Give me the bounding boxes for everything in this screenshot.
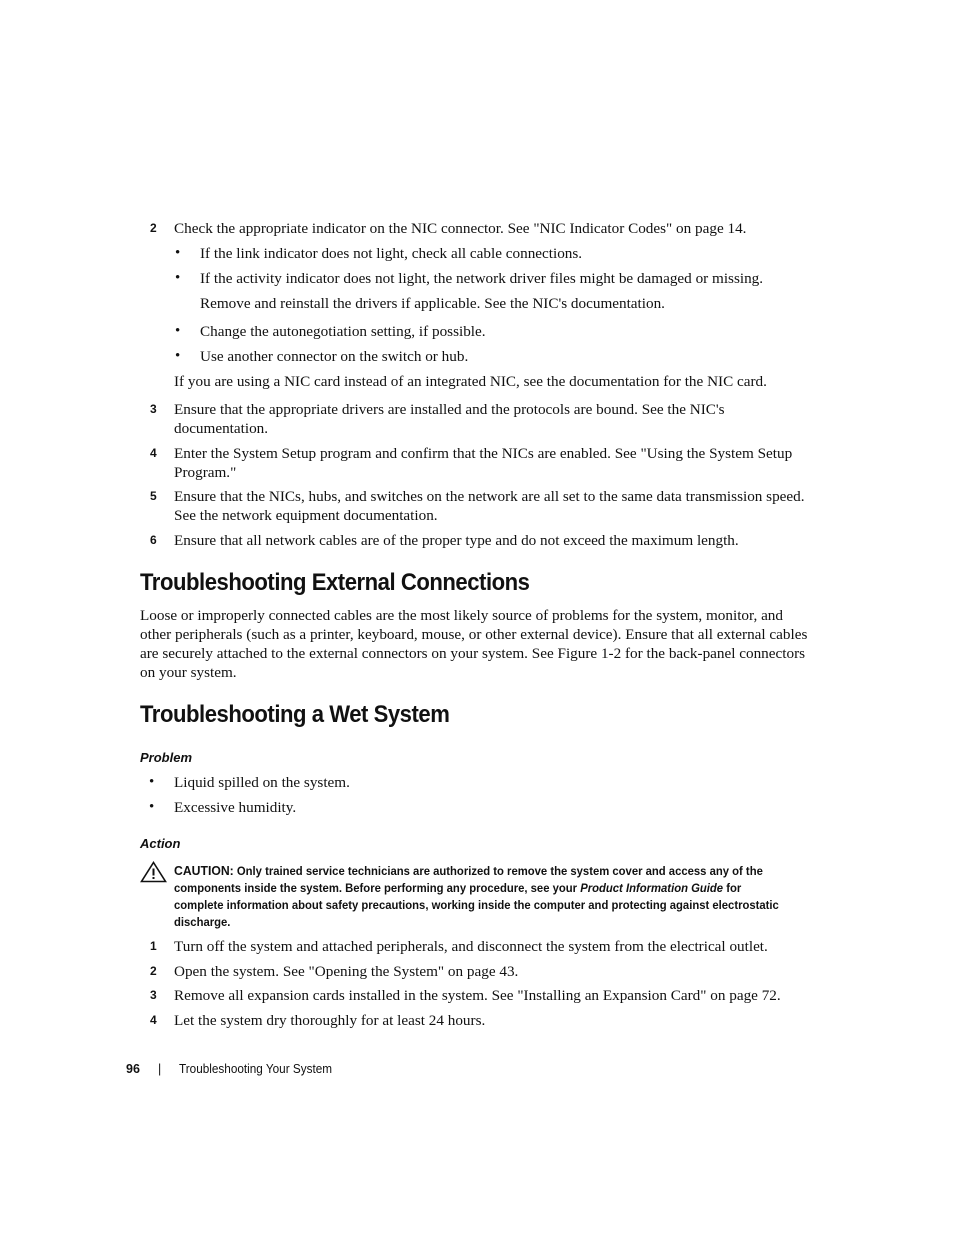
bullet-dot: • [175, 323, 181, 339]
footer-separator: | [158, 1062, 162, 1076]
caution-doc-title: Product Information Guide [580, 881, 724, 895]
step-number: 2 [150, 221, 157, 235]
step-number: 3 [150, 988, 157, 1002]
step-text: Ensure that all network cables are of the proper type and do not exceed the maximum length. [174, 532, 739, 549]
bullet-text: If the activity indicator does not light, the network driver files might be damaged or missing. [200, 270, 764, 287]
caution-note [174, 862, 780, 931]
bullet-dot: • [175, 245, 181, 261]
step-number: 4 [150, 1013, 157, 1027]
step-text: Open the system. See "Opening the System" on page 43. [174, 963, 519, 980]
step-text: Ensure that the NICs, hubs, and switches on the network are all set to the same data transmission speed. See the network equipment documentation. [174, 488, 805, 524]
problem-item: Excessive humidity. [174, 799, 297, 816]
step-number: 1 [150, 939, 157, 953]
step-number: 6 [150, 533, 157, 547]
section-body: Loose or improperly connected cables are the most likely source of problems for the system, monitor, and other peripherals (such as a printer, keyboard, mouse, or other external device). Ensure that all external cables are securely attached to the external connectors on your system. See Figure 1-2 for the back-panel connectors on your system. [140, 607, 808, 681]
bullet-text: Use another connector on the switch or hub. [200, 348, 469, 365]
caution-label: CAUTION: [174, 863, 234, 878]
page-number: 96 [126, 1062, 140, 1076]
bullet-text: If the link indicator does not light, check all cable connections. [200, 245, 583, 262]
step-text: Enter the System Setup program and confirm that the NICs are enabled. See "Using the System Setup Program." [174, 445, 793, 481]
bullet-dot: • [175, 348, 181, 364]
bullet-dot: • [149, 774, 155, 790]
bullet-dot: • [175, 270, 181, 286]
caution-icon [140, 861, 167, 883]
step-text: Remove all expansion cards installed in the system. See "Installing an Expansion Card" on page 72. [174, 987, 781, 1004]
step-text: Check the appropriate indicator on the NIC connector. See "NIC Indicator Codes" on page 14. [174, 220, 747, 237]
step-number: 2 [150, 964, 157, 978]
footer-chapter: Troubleshooting Your System [179, 1062, 333, 1076]
problem-heading: Problem [140, 750, 193, 765]
section-heading: Troubleshooting External Connections [140, 569, 530, 596]
step-text: Turn off the system and attached peripherals, and disconnect the system from the electrical outlet. [174, 938, 768, 955]
step-text: Ensure that the appropriate drivers are installed and the protocols are bound. See the NIC's documentation. [174, 401, 725, 437]
section-heading: Troubleshooting a Wet System [140, 701, 450, 728]
nic-card-note: If you are using a NIC card instead of an integrated NIC, see the documentation for the NIC card. [174, 373, 767, 390]
caution-text-cont: for complete information about safety precautions, working inside the computer and protecting against electrostatic discharge. [174, 881, 779, 929]
step-number: 5 [150, 489, 157, 503]
bullet-continuation: Remove and reinstall the drivers if applicable. See the NIC's documentation. [200, 295, 665, 312]
step-text: Let the system dry thoroughly for at least 24 hours. [174, 1012, 486, 1029]
bullet-dot: • [149, 799, 155, 815]
step-number: 4 [150, 446, 157, 460]
problem-item: Liquid spilled on the system. [174, 774, 350, 791]
action-heading: Action [140, 836, 181, 851]
caution-text: Only trained service technicians are authorized to remove the system cover and access any of the components inside the system. Before performing any procedure, see your [174, 864, 763, 895]
bullet-text: Change the autonegotiation setting, if possible. [200, 323, 486, 340]
step-number: 3 [150, 402, 157, 416]
